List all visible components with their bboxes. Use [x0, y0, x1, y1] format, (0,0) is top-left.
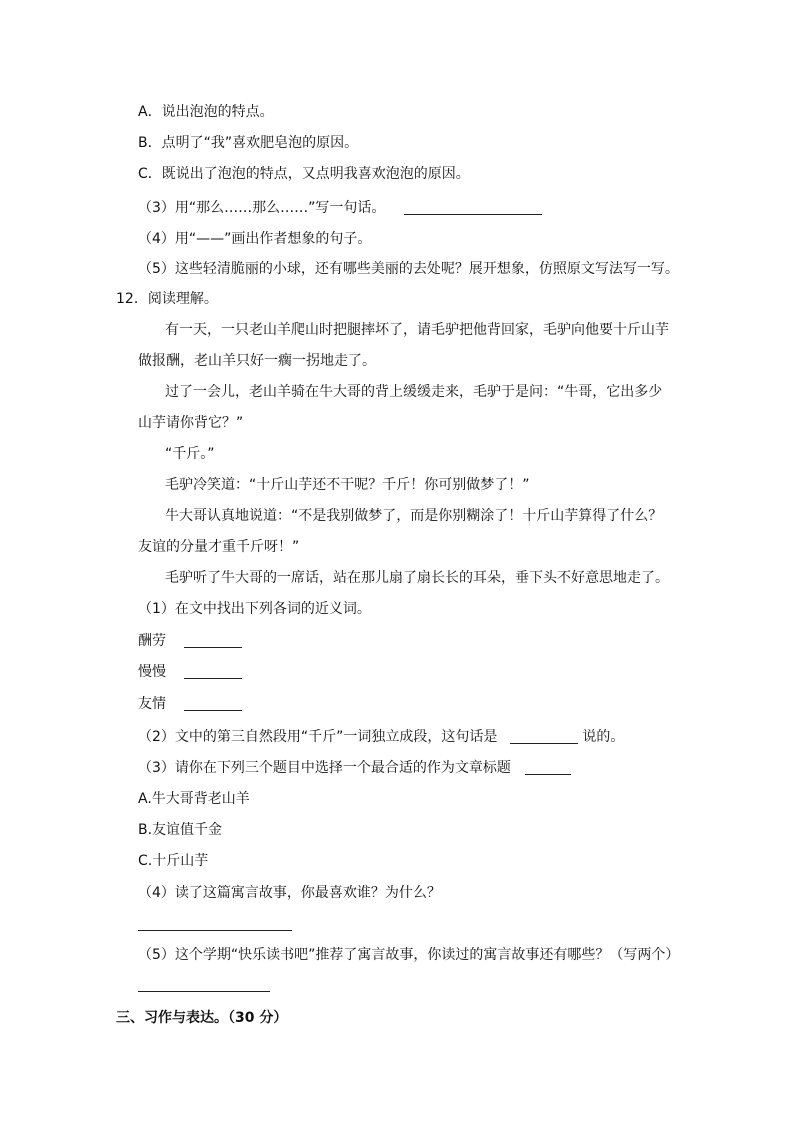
q12-passage-p6: 毛驴听了牛大哥的一席话，站在那儿扇了扇长长的耳朵，垂下头不好意思地走了。: [165, 570, 669, 586]
q12-passage-p2-line1: 过了一会儿，老山羊骑在牛大哥的背上缓缓走来，毛驴于是问：“牛哥，它出多少: [165, 384, 663, 400]
q12-sub4: （4）读了这篇寓言故事，你最喜欢谁？为什么？: [138, 885, 441, 901]
q12-option-a: A.牛大哥背老山羊: [138, 791, 250, 807]
q12-word3-row: [138, 694, 242, 714]
q12-word2: 慢慢: [138, 664, 166, 680]
q12-passage-p3: “千斤。”: [165, 446, 215, 462]
q12-passage-p1-line2: 做报酬，老山羊只好一瘸一拐地走了。: [138, 353, 376, 369]
q12-word1: 酬劳: [138, 633, 166, 649]
q12-sub3-blank[interactable]: [525, 758, 571, 775]
q11-sub5: （5）这些轻清脆丽的小球，还有哪些美丽的去处呢？展开想象，仿照原文写法写一写。: [138, 261, 679, 277]
q12-sub5: （5）这个学期“快乐读书吧”推荐了寓言故事，你读过的寓言故事还有哪些？（写两个）: [138, 947, 680, 963]
q12-sub2-blank[interactable]: [510, 727, 578, 744]
q12-passage-p1-line1: 有一天，一只老山羊爬山时把腿摔坏了，请毛驴把他背回家，毛驴向他要十斤山芋: [165, 322, 669, 338]
q12-option-c: C.十斤山芋: [138, 853, 209, 869]
q12-sub2-suffix: 说的。: [582, 729, 625, 745]
q11-option-b: B．点明了“我”喜欢肥皂泡的原因。: [138, 135, 359, 151]
q12-passage-p5-line1: 牛大哥认真地说道：“不是我别做梦了，而是你别糊涂了！十斤山芋算得了什么？: [165, 508, 663, 524]
section3-heading: 三、习作与表达。（30 分）: [116, 1010, 288, 1026]
q12-sub5-answer-blank[interactable]: [138, 975, 270, 992]
q12-word2-blank[interactable]: [184, 662, 242, 679]
q12-heading: 12．阅读理解。: [116, 291, 218, 307]
q11-sub3-answer-blank[interactable]: [404, 198, 542, 215]
q12-sub4-answer-blank[interactable]: [138, 914, 292, 931]
q12-word1-blank[interactable]: [184, 631, 242, 648]
q12-word2-row: [138, 662, 242, 682]
q12-option-b: B.友谊值千金: [138, 822, 223, 838]
q12-sub2: [138, 727, 624, 747]
q12-passage-p5-line2: 友谊的分量才重千斤呀！”: [138, 539, 300, 555]
q12-passage-p2-line2: 山芋请你背它？”: [138, 415, 244, 431]
q11-option-a: A．说出泡泡的特点。: [138, 104, 274, 120]
q12-sub1: （1）在文中找出下列各词的近义词。: [138, 601, 371, 617]
q11-sub3: [138, 198, 542, 218]
q12-word3-blank[interactable]: [184, 694, 242, 711]
q11-option-c: C．既说出了泡泡的特点，又点明我喜欢泡泡的原因。: [138, 166, 470, 182]
q12-passage-p4: 毛驴冷笑道：“十斤山芋还不干呢？千斤！你可别做梦了！”: [165, 477, 530, 493]
q12-word3: 友情: [138, 696, 166, 712]
q12-sub3: [138, 758, 571, 778]
q12-sub3-text: （3）请你在下列三个题目中选择一个最合适的作为文章标题: [138, 760, 511, 776]
q11-sub4: （4）用“——”画出作者想象的句子。: [138, 231, 372, 247]
q12-sub2-text: （2）文中的第三自然段用“千斤”一词独立成段，这句话是: [138, 729, 498, 745]
q12-word1-row: [138, 631, 242, 651]
q11-sub3-text: （3）用“那么……那么……”写一句话。: [138, 200, 386, 216]
